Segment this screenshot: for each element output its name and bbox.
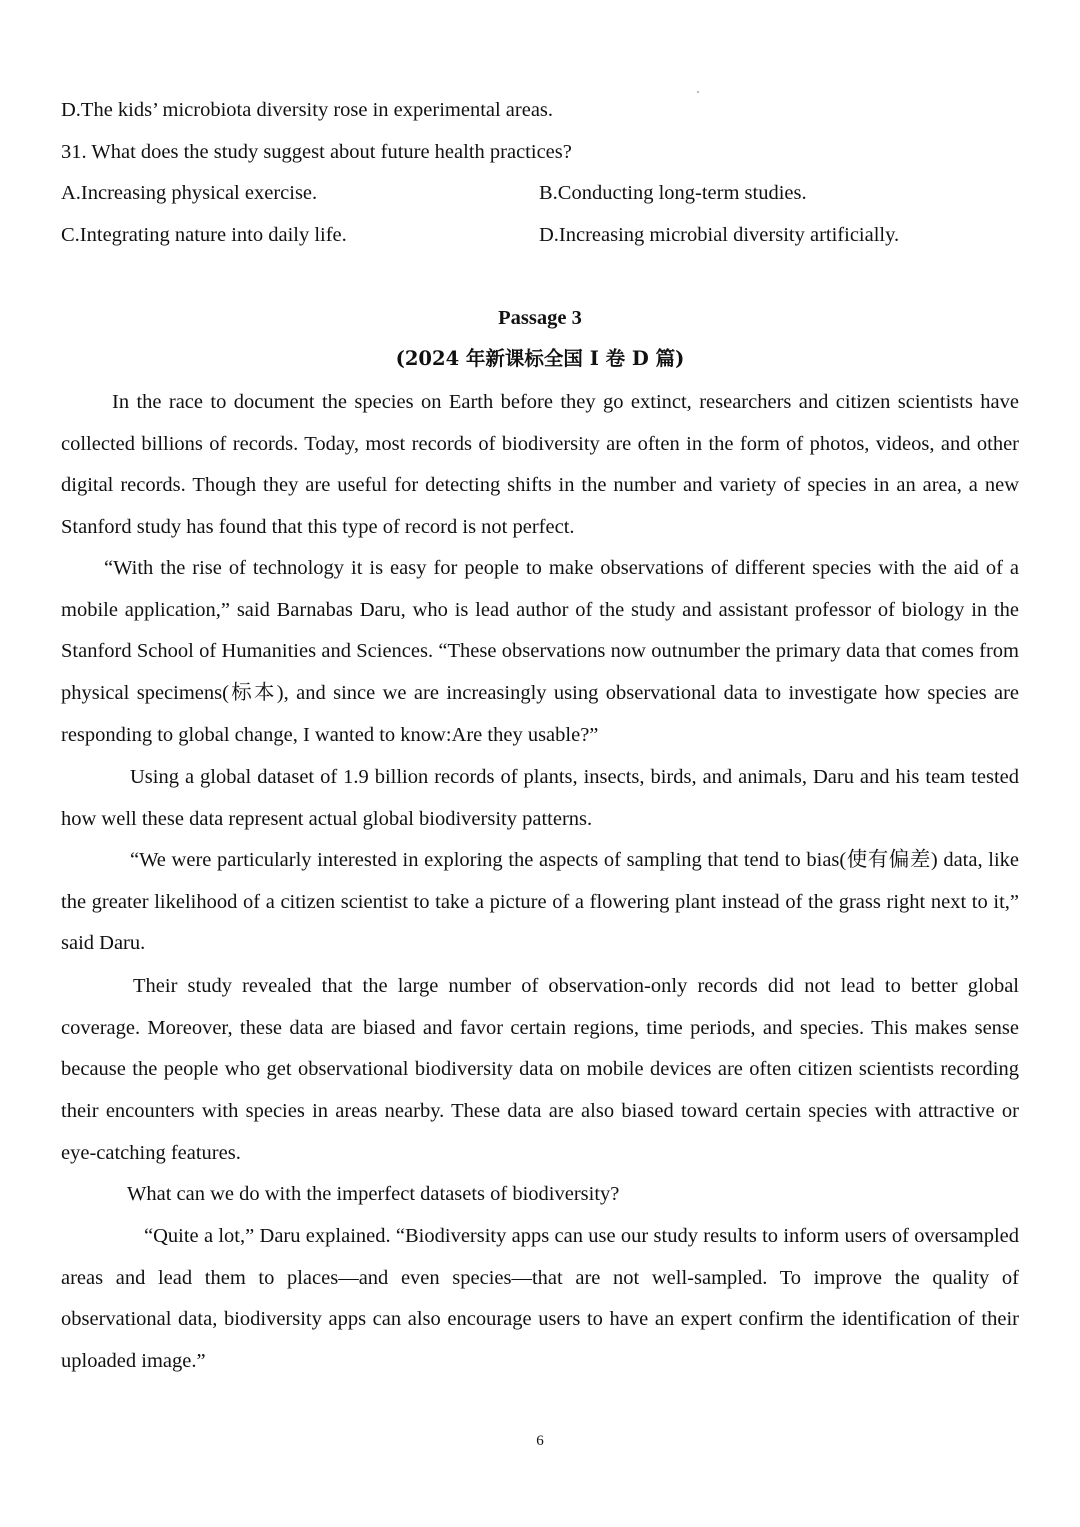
q31-option-a: A.Increasing physical exercise. xyxy=(61,182,318,204)
passage-source: (2024 年新课标全国 I 卷 D 篇) xyxy=(395,347,685,370)
q31-option-c: C.Integrating nature into daily life. xyxy=(61,224,347,246)
paragraph-4: “We were particularly interested in exploring the aspects of sampling that tend to bias(使有偏差) data, like the greater likelihood of a citizen scientist to take a picture of a flowering plant instead of the grass right next to it,” said Daru. xyxy=(61,849,1019,955)
passage-title: Passage 3 xyxy=(498,307,582,329)
q31-option-d: D.Increasing microbial diversity artificially. xyxy=(539,224,900,246)
prev-option-d: D.The kids’ microbiota diversity rose in experimental areas. xyxy=(61,99,554,121)
paragraph-6: What can we do with the imperfect datasets of biodiversity? xyxy=(127,1183,620,1205)
question-31-stem: 31. What does the study suggest about future health practices? xyxy=(61,141,572,163)
paragraph-7: “Quite a lot,” Daru explained. “Biodiversity apps can use our study results to inform users of oversampled areas and lead them to places—and even species—that are not well-sampled. To improve the quality of observational data, biodiversity apps can also encourage users to have an expert confirm the identification of their uploaded image.” xyxy=(61,1225,1019,1373)
scan-speck xyxy=(697,91,699,93)
page-number: 6 xyxy=(536,1433,544,1449)
paragraph-5: Their study revealed that the large number of observation-only records did not lead to better global coverage. Moreover, these data are biased and favor certain regions, time periods, and species. This makes sense because the people who get observational biodiversity data on mobile devices are often citizen scientists recording their encounters with species in areas nearby. These data are also biased toward certain species with attractive or eye-catching features. xyxy=(61,975,1019,1164)
paragraph-1: In the race to document the species on Earth before they go extinct, researchers and citizen scientists have collected billions of records. Today, most records of biodiversity are often in the form of photos, videos, and other digital records. Though they are useful for detecting shifts in the number and variety of species in an area, a new Stanford study has found that this type of record is not perfect. xyxy=(61,391,1019,539)
paragraph-2: “With the rise of technology it is easy for people to make observations of different species with the aid of a mobile application,” said Barnabas Daru, who is lead author of the study and assistant professor of biology in the Stanford School of Humanities and Sciences. “These observations now outnumber the primary data that comes from physical specimens(标本), and since we are increasingly using observational data to investigate how species are responding to global change, I wanted to know:Are they usable?” xyxy=(61,557,1019,746)
q31-option-b: B.Conducting long-term studies. xyxy=(539,182,807,204)
paragraph-3: Using a global dataset of 1.9 billion records of plants, insects, birds, and animals, Daru and his team tested how well these data represent actual global biodiversity patterns. xyxy=(61,766,1019,830)
